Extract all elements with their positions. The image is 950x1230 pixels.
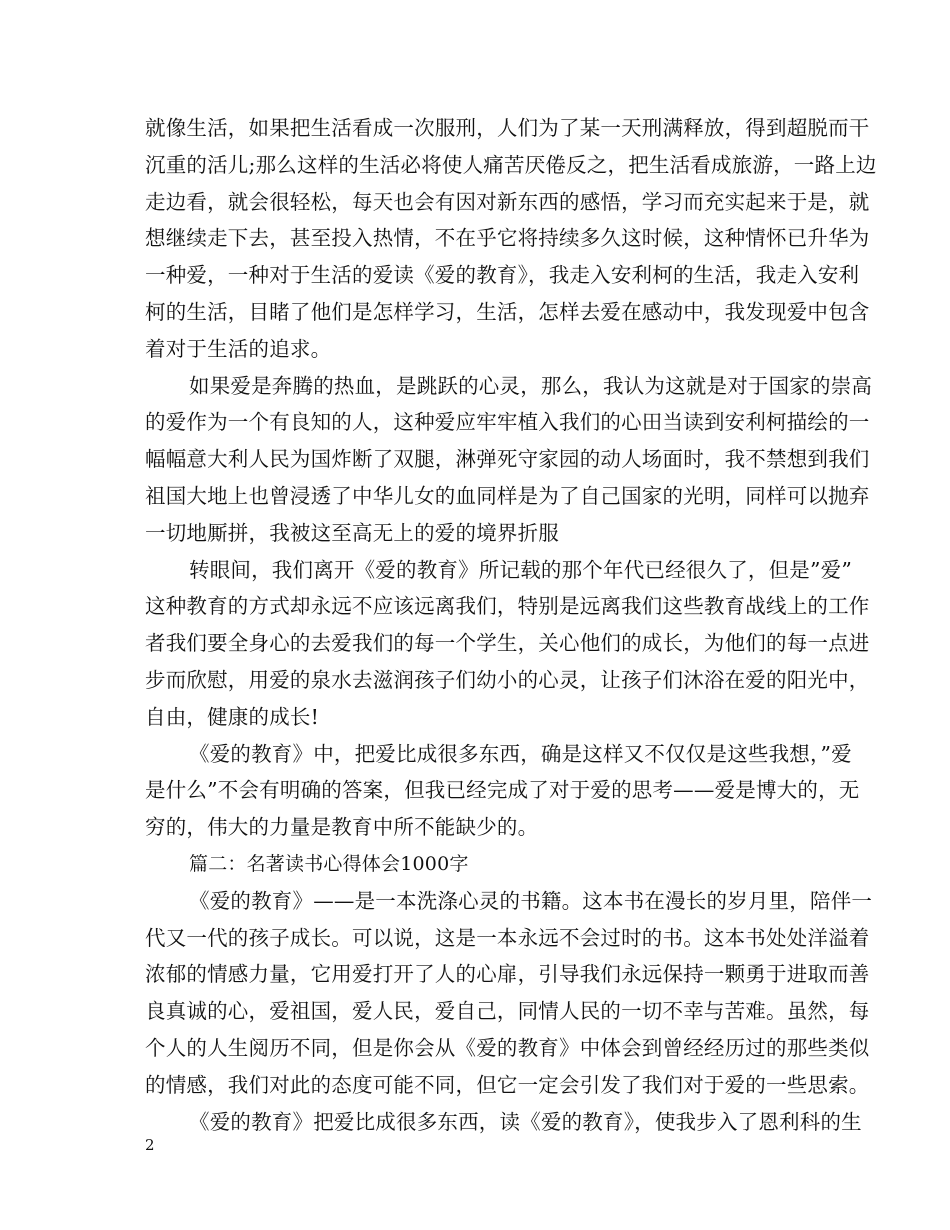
- text-line: 着对于生活的追求。: [145, 336, 332, 361]
- page-number: 2: [145, 1136, 155, 1154]
- text-line: 幅幅意大利人民为国炸断了双腿，淋弹死守家园的动人场面时，我不禁想到我们: [145, 447, 870, 472]
- text-line: 祖国大地上也曾浸透了中华儿女的血同样是为了自己国家的光明，同样可以抛弃: [145, 483, 870, 508]
- text-line: 浓郁的情感力量，它用爱打开了人的心扉，引导我们永远保持一颗勇于进取而善: [145, 962, 870, 987]
- paragraph-first-line: 《爱的教育》中，把爱比成很多东西，确是这样又不仅仅是这些我想，”爱: [189, 741, 852, 766]
- text-line: 的情感，我们对此的态度可能不同，但它一定会引发了我们对于爱的一些思索。: [145, 1072, 870, 1097]
- text-line: 这种教育的方式却永远不应该远离我们，特别是远离我们这些教育战线上的工作: [145, 594, 870, 619]
- text-line: 是什么”不会有明确的答案，但我已经完成了对于爱的思考——爱是博大的，无: [145, 778, 860, 803]
- text-line: 个人的人生阅历不同，但是你会从《爱的教育》中体会到曾经经历过的那些类似: [145, 1035, 870, 1060]
- text-line: 穷的，伟大的力量是教育中所不能缺少的。: [145, 815, 539, 840]
- paragraph-first-line: 《爱的教育》把爱比成很多东西，读《爱的教育》，使我步入了恩利科的生: [189, 1109, 862, 1134]
- text-line: 代又一代的孩子成长。可以说，这是一本永远不会过时的书。这本书处处洋溢着: [145, 925, 870, 950]
- text-line: 良真诚的心，爱祖国，爱人民，爱自己，同情人民的一切不幸与苦难。虽然，每: [145, 999, 870, 1024]
- text-line: 沉重的活儿;那么这样的生活必将使人痛苦厌倦反之，把生活看成旅游，一路上边: [145, 152, 877, 177]
- text-line: 步而欣慰，用爱的泉水去滋润孩子们幼小的心灵，让孩子们沐浴在爱的阳光中，: [145, 667, 870, 692]
- text-line: 者我们要全身心的去爱我们的每一个学生，关心他们的成长，为他们的每一点进: [145, 631, 870, 656]
- section-heading: 篇二：名著读书心得体会1000字: [189, 852, 469, 875]
- text-line: 走边看，就会很轻松，每天也会有因对新东西的感悟，学习而充实起来于是，就: [145, 189, 870, 214]
- text-line: 柯的生活，目睹了他们是怎样学习，生活，怎样去爱在感动中，我发现爱中包含: [145, 299, 870, 324]
- text-line: 的爱作为一个有良知的人，这种爱应牢牢植入我们的心田当读到安利柯描绘的一: [145, 410, 870, 435]
- paragraph-first-line: 转眼间，我们离开《爱的教育》所记载的那个年代已经很久了，但是”爱”: [189, 557, 853, 582]
- text-line: 想继续走下去，甚至投入热情，不在乎它将持续多久这时候，这种情怀已升华为: [145, 226, 870, 251]
- paragraph-first-line: 如果爱是奔腾的热血，是跳跃的心灵，那么，我认为这就是对于国家的崇高: [189, 373, 873, 398]
- paragraph-first-line: 《爱的教育》——是一本洗涤心灵的书籍。这本书在漫长的岁月里，陪伴一: [189, 888, 873, 913]
- text-line: 就像生活，如果把生活看成一次服刑，人们为了某一天刑满释放，得到超脱而干: [145, 116, 870, 140]
- text-line: 一切地厮拼，我被这至高无上的爱的境界折服: [145, 520, 559, 545]
- document-body: [145, 110, 877, 1140]
- text-line: 自由，健康的成长!: [145, 704, 320, 729]
- text-line: 一种爱，一种对于生活的爱读《爱的教育》，我走入安利柯的生活，我走入安利: [145, 263, 860, 288]
